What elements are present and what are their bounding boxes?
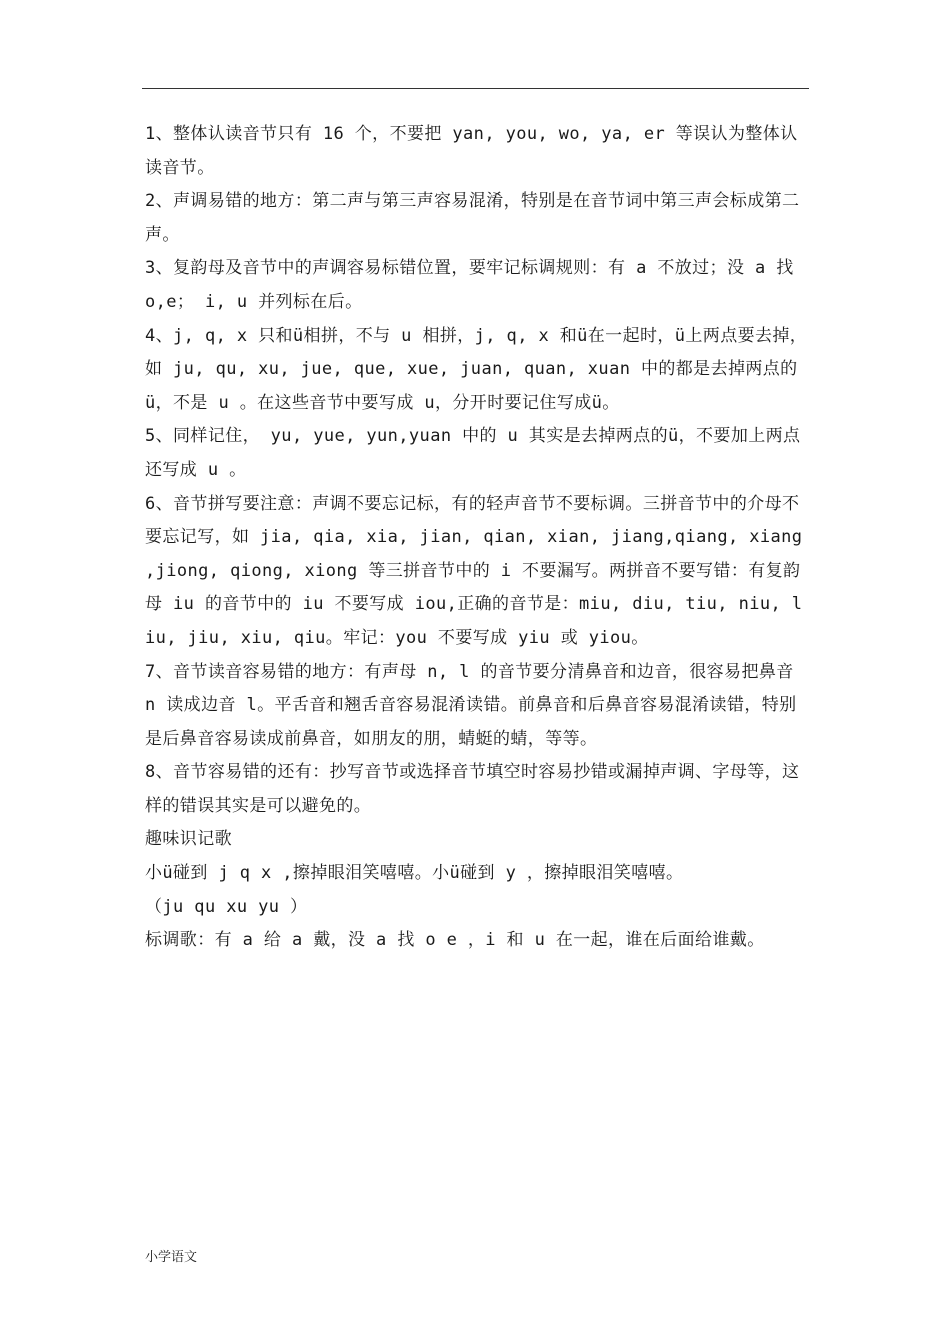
paragraph-4: 4、j, q, x 只和ü相拼，不与 u 相拼，j, q, x 和ü在一起时，ü上两点要去掉，如 ju, qu, xu, jue, que, xue, juan, quan, xuan 中的都是去掉两点的ü，不是 u 。在这些音节中要写成 u，分开时要记住写成ü。 bbox=[145, 325, 808, 413]
paragraph-8: 8、音节容易错的还有：抄写音节或选择音节填空时容易抄错或漏掉声调、字母等，这样的错误其实是可以避免的。 bbox=[145, 762, 800, 816]
tone-song: 标调歌：有 a 给 a 戴，没 a 找 o e ，i 和 u 在一起，谁在后面给谁戴。 bbox=[145, 930, 765, 951]
document-body bbox=[145, 118, 809, 958]
paragraph-6: 6、音节拼写要注意：声调不要忘记标，有的轻声音节不要标调。三拼音节中的介母不要忘记写，如 jia, qia, xia, jian, qian, xian, jiang,qiang, xiang ,jiong, qiong, xiong 等三拼音节中的 i 不要漏写。两拼音不要写错：有复韵母 iu 的音节中的 iu 不要写成 iou,正确的音节是：miu, diu, tiu, niu, liu, jiu, xiu, qiu。牢记：you 不要写成 yiu 或 yiou。 bbox=[145, 493, 803, 648]
paragraph-2: 2、声调易错的地方：第二声与第三声容易混淆，特别是在音节词中第三声会标成第二声。 bbox=[145, 191, 800, 245]
page-footer: 小学语文 bbox=[145, 1250, 198, 1265]
paragraph-1: 1、整体认读音节只有 16 个，不要把 yan, you, wo, ya, er 等误认为整体认读音节。 bbox=[145, 124, 798, 178]
paragraph-5: 5、同样记住， yu, yue, yun,yuan 中的 u 其实是去掉两点的ü，不要加上两点还写成 u 。 bbox=[145, 426, 801, 480]
rhyme-line-2: （ju qu xu yu ） bbox=[145, 896, 308, 917]
paragraph-7: 7、音节读音容易错的地方：有声母 n, l 的音节要分清鼻音和边音，很容易把鼻音 n 读成边音 l。平舌音和翘舌音容易混淆读错。前鼻音和后鼻音容易混淆读错，特别是后鼻音容易读成前鼻音，如朋友的朋，蜻蜓的蜻，等等。 bbox=[145, 661, 797, 749]
header-rule bbox=[142, 88, 809, 89]
rhyme-line-1: 小ü碰到 j q x ,擦掉眼泪笑嘻嘻。小ü碰到 y ，擦掉眼泪笑嘻嘻。 bbox=[145, 863, 684, 884]
rhyme-heading: 趣味识记歌 bbox=[145, 829, 232, 850]
paragraph-3: 3、复韵母及音节中的声调容易标错位置，要牢记标调规则：有 a 不放过；没 a 找 o,e； i, u 并列标在后。 bbox=[145, 258, 794, 312]
